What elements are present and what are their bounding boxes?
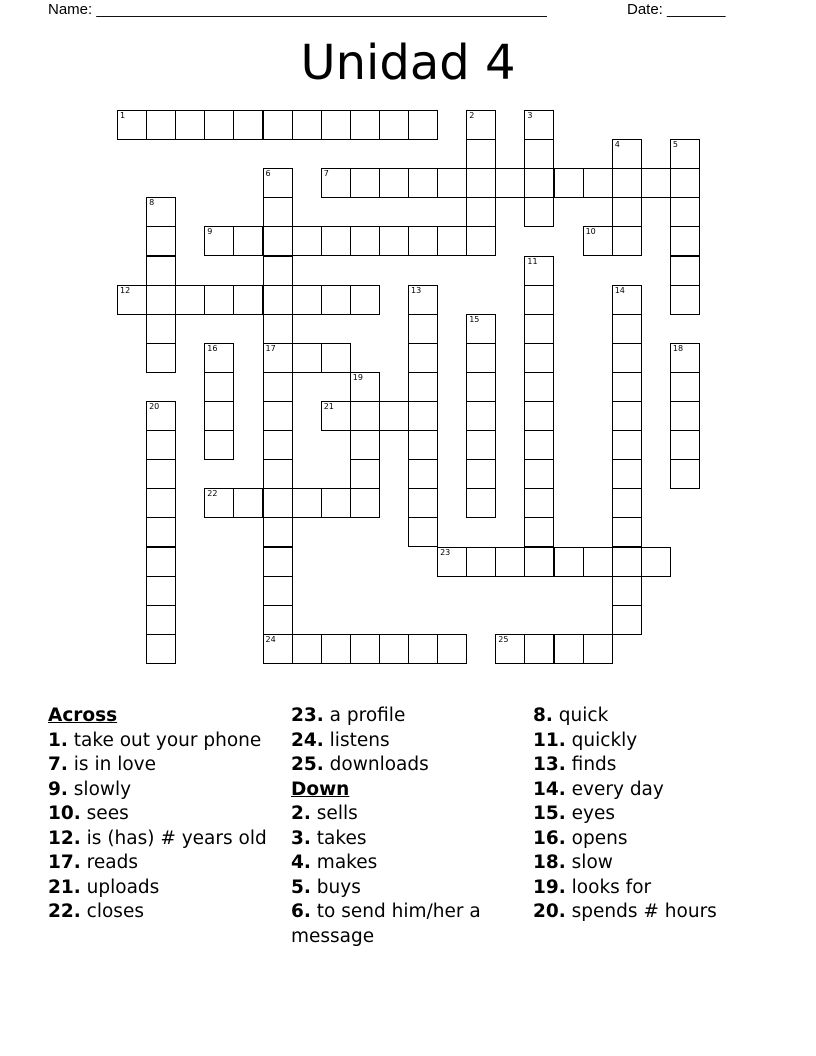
cell-number: 15 <box>469 314 480 324</box>
crossword-cell[interactable] <box>263 168 293 198</box>
crossword-cell[interactable] <box>670 139 700 169</box>
crossword-cell[interactable] <box>524 110 554 140</box>
crossword-cell[interactable] <box>204 430 234 460</box>
clue-number: 8. <box>533 705 553 726</box>
crossword-cell[interactable] <box>524 401 554 431</box>
cell-number: 22 <box>207 489 218 499</box>
cell-number: 25 <box>498 634 509 644</box>
clue-down-19 <box>533 876 773 901</box>
crossword-cell[interactable] <box>321 343 351 373</box>
crossword-cell[interactable] <box>292 110 322 140</box>
crossword-cell[interactable] <box>408 430 438 460</box>
crossword-cell[interactable] <box>263 401 293 431</box>
crossword-cell[interactable] <box>670 256 700 286</box>
crossword-cell[interactable] <box>466 401 496 431</box>
crossword-cell[interactable] <box>466 372 496 402</box>
crossword-cell[interactable] <box>350 285 380 315</box>
crossword-cell[interactable] <box>466 197 496 227</box>
crossword-cell[interactable] <box>350 634 380 664</box>
crossword-cell[interactable] <box>350 401 380 431</box>
clue-down-14 <box>533 778 773 803</box>
crossword-cell[interactable] <box>466 343 496 373</box>
cell-number: 17 <box>265 343 276 353</box>
clue-across-7 <box>48 753 278 778</box>
crossword-cell[interactable] <box>146 197 176 227</box>
clue-number: 19. <box>533 876 566 898</box>
cell-number: 5 <box>672 140 678 150</box>
clue-number: 25. <box>291 754 324 775</box>
crossword-cell[interactable] <box>292 634 322 664</box>
page-title: Unidad 4 <box>300 35 516 91</box>
crossword-cell[interactable] <box>146 605 176 635</box>
crossword-cell[interactable] <box>321 285 351 315</box>
crossword-cell[interactable] <box>233 110 263 140</box>
crossword-cell[interactable] <box>408 634 438 664</box>
crossword-cell[interactable] <box>524 430 554 460</box>
crossword-cell[interactable] <box>554 634 584 664</box>
clue-text: closes <box>86 901 144 922</box>
crossword-cell[interactable] <box>263 547 293 577</box>
cell-number: 24 <box>265 634 276 644</box>
clue-down-15 <box>533 802 773 827</box>
crossword-cell[interactable] <box>670 459 700 489</box>
crossword-cell[interactable] <box>583 226 613 256</box>
crossword-grid <box>117 110 699 665</box>
crossword-cell[interactable] <box>263 430 293 460</box>
crossword-cell[interactable] <box>350 168 380 198</box>
across-heading: Across <box>48 705 118 726</box>
crossword-cell[interactable] <box>321 226 351 256</box>
clue-down-16 <box>533 827 773 852</box>
crossword-cell[interactable] <box>466 459 496 489</box>
crossword-cell[interactable] <box>612 488 642 518</box>
clue-text: every day <box>571 778 664 800</box>
crossword-cell[interactable] <box>321 488 351 518</box>
crossword-cell[interactable] <box>204 343 234 373</box>
crossword-cell[interactable] <box>379 634 409 664</box>
crossword-cell[interactable] <box>263 343 293 373</box>
crossword-cell[interactable] <box>204 488 234 518</box>
crossword-cell[interactable] <box>670 285 700 315</box>
clue-text: eyes <box>571 803 616 824</box>
clue-across-10 <box>48 802 278 827</box>
crossword-cell[interactable] <box>612 139 642 169</box>
crossword-cell[interactable] <box>641 168 671 198</box>
crossword-cell[interactable] <box>263 605 293 635</box>
crossword-cell[interactable] <box>612 372 642 402</box>
clue-across-22 <box>48 900 278 925</box>
crossword-cell[interactable] <box>408 459 438 489</box>
clue-across-23 <box>291 704 521 729</box>
clue-across-1 <box>48 729 278 754</box>
crossword-cell[interactable] <box>263 517 293 547</box>
clue-text: makes <box>316 852 378 873</box>
cell-number: 1 <box>120 111 126 120</box>
cell-number: 23 <box>440 547 451 557</box>
crossword-cell[interactable] <box>612 168 642 198</box>
cell-number: 16 <box>207 343 218 353</box>
crossword-cell[interactable] <box>612 547 642 577</box>
crossword-cell[interactable] <box>408 401 438 431</box>
crossword-cell[interactable] <box>612 343 642 373</box>
crossword-cell[interactable] <box>146 110 176 140</box>
cell-number: 13 <box>411 285 422 295</box>
clue-number: 2. <box>291 803 311 824</box>
clue-text: quick <box>558 705 609 726</box>
clue-text: to send him/her a message <box>291 901 481 947</box>
crossword-cell[interactable] <box>612 430 642 460</box>
crossword-cell[interactable] <box>146 430 176 460</box>
clue-number: 5. <box>291 876 311 898</box>
clue-down-4 <box>291 851 521 876</box>
clue-text: is (has) # years old <box>86 827 267 849</box>
clue-number: 10. <box>48 803 81 824</box>
crossword-cell[interactable] <box>263 226 293 256</box>
crossword-cell[interactable] <box>379 226 409 256</box>
crossword-cell[interactable] <box>524 168 554 198</box>
crossword-cell[interactable] <box>670 226 700 256</box>
crossword-cell[interactable] <box>350 110 380 140</box>
crossword-cell[interactable] <box>670 197 700 227</box>
crossword-cell[interactable] <box>233 488 263 518</box>
cell-number: 4 <box>614 140 620 150</box>
crossword-cell[interactable] <box>437 634 467 664</box>
crossword-cell[interactable] <box>350 430 380 460</box>
crossword-cell[interactable] <box>466 488 496 518</box>
crossword-cell[interactable] <box>670 372 700 402</box>
crossword-cell[interactable] <box>612 401 642 431</box>
clue-text: a profile <box>329 705 406 726</box>
crossword-cell[interactable] <box>146 488 176 518</box>
crossword-cell[interactable] <box>408 226 438 256</box>
crossword-cell[interactable] <box>495 547 525 577</box>
crossword-cell[interactable] <box>524 314 554 344</box>
clue-text: takes <box>316 827 367 849</box>
crossword-cell[interactable] <box>263 197 293 227</box>
crossword-cell[interactable] <box>263 110 293 140</box>
crossword-cell[interactable] <box>263 285 293 315</box>
cell-number: 14 <box>614 285 625 295</box>
clue-down-13 <box>533 753 773 778</box>
cell-number: 10 <box>585 227 596 237</box>
crossword-cell[interactable] <box>379 110 409 140</box>
crossword-cell[interactable] <box>321 168 351 198</box>
crossword-cell[interactable] <box>466 547 496 577</box>
clue-text: reads <box>86 852 138 873</box>
crossword-cell[interactable] <box>524 197 554 227</box>
clue-down-3 <box>291 827 521 852</box>
clue-down-6 <box>291 900 521 949</box>
crossword-cell[interactable] <box>524 139 554 169</box>
crossword-cell[interactable] <box>524 488 554 518</box>
crossword-cell[interactable] <box>233 285 263 315</box>
clue-number: 15. <box>533 803 566 824</box>
crossword-cell[interactable] <box>408 343 438 373</box>
crossword-cell[interactable] <box>612 605 642 635</box>
crossword-cell[interactable] <box>466 430 496 460</box>
crossword-cell[interactable] <box>146 634 176 664</box>
crossword-cell[interactable] <box>408 285 438 315</box>
cell-number: 8 <box>149 198 155 208</box>
date-field-label: Date: _______ <box>627 1 726 18</box>
clue-number: 20. <box>533 901 566 922</box>
crossword-cell[interactable] <box>146 256 176 286</box>
cell-number: 19 <box>352 372 363 382</box>
crossword-cell[interactable] <box>379 168 409 198</box>
clue-across-9 <box>48 778 278 803</box>
clue-number: 18. <box>533 852 566 873</box>
crossword-cell[interactable] <box>466 168 496 198</box>
crossword-cell[interactable] <box>670 430 700 460</box>
crossword-cell[interactable] <box>408 314 438 344</box>
crossword-cell[interactable] <box>437 168 467 198</box>
crossword-cell[interactable] <box>408 488 438 518</box>
clue-text: take out your phone <box>73 729 262 751</box>
crossword-cell[interactable] <box>437 547 467 577</box>
clue-number: 3. <box>291 827 311 849</box>
crossword-cell[interactable] <box>583 168 613 198</box>
crossword-cell[interactable] <box>263 459 293 489</box>
clue-number: 23. <box>291 705 324 726</box>
clue-down-5 <box>291 876 521 901</box>
clue-down-2 <box>291 802 521 827</box>
crossword-cell[interactable] <box>146 576 176 606</box>
clue-text: slow <box>571 852 613 873</box>
cell-number: 12 <box>120 285 131 295</box>
crossword-cell[interactable] <box>554 547 584 577</box>
crossword-cell[interactable] <box>146 314 176 344</box>
crossword-cell[interactable] <box>524 517 554 547</box>
crossword-cell[interactable] <box>612 226 642 256</box>
clue-number: 9. <box>48 778 68 800</box>
clue-across-25 <box>291 753 521 778</box>
clue-text: buys <box>316 876 361 898</box>
clue-text: uploads <box>86 876 160 898</box>
crossword-cell[interactable] <box>612 459 642 489</box>
crossword-cell[interactable] <box>495 634 525 664</box>
crossword-cell[interactable] <box>350 226 380 256</box>
crossword-cell[interactable] <box>524 634 554 664</box>
clue-number: 6. <box>291 901 311 922</box>
crossword-cell[interactable] <box>350 372 380 402</box>
crossword-cell[interactable] <box>524 372 554 402</box>
clue-down-20 <box>533 900 773 925</box>
cell-number: 6 <box>265 169 271 179</box>
crossword-cell[interactable] <box>670 401 700 431</box>
clue-down-18 <box>533 851 773 876</box>
crossword-cell[interactable] <box>350 488 380 518</box>
clue-number: 21. <box>48 876 81 898</box>
clue-number: 7. <box>48 754 68 775</box>
clue-number: 13. <box>533 754 566 775</box>
clue-down-8 <box>533 704 773 729</box>
crossword-cell[interactable] <box>117 285 147 315</box>
crossword-cell[interactable] <box>146 226 176 256</box>
crossword-cell[interactable] <box>233 226 263 256</box>
crossword-cell[interactable] <box>146 285 176 315</box>
clue-text: slowly <box>73 778 132 800</box>
crossword-cell[interactable] <box>292 343 322 373</box>
crossword-cell[interactable] <box>146 401 176 431</box>
crossword-cell[interactable] <box>204 226 234 256</box>
crossword-cell[interactable] <box>292 226 322 256</box>
clue-down-11 <box>533 729 773 754</box>
crossword-cell[interactable] <box>612 314 642 344</box>
crossword-cell[interactable] <box>292 488 322 518</box>
clue-across-24 <box>291 729 521 754</box>
crossword-cell[interactable] <box>263 576 293 606</box>
clue-text: sells <box>316 803 358 824</box>
cell-number: 9 <box>207 227 213 237</box>
cell-number: 7 <box>323 169 329 179</box>
crossword-cell[interactable] <box>670 168 700 198</box>
crossword-cell[interactable] <box>204 110 234 140</box>
crossword-cell[interactable] <box>408 517 438 547</box>
crossword-cell[interactable] <box>524 547 554 577</box>
clue-number: 24. <box>291 729 324 751</box>
crossword-cell[interactable] <box>408 372 438 402</box>
clue-text: listens <box>329 729 390 751</box>
clue-number: 22. <box>48 901 81 922</box>
clue-number: 11. <box>533 729 566 751</box>
crossword-cell[interactable] <box>263 488 293 518</box>
crossword-cell[interactable] <box>466 226 496 256</box>
crossword-cell[interactable] <box>408 110 438 140</box>
crossword-cell[interactable] <box>321 110 351 140</box>
cell-number: 3 <box>527 111 533 120</box>
crossword-cell[interactable] <box>583 634 613 664</box>
crossword-cell[interactable] <box>583 547 613 577</box>
crossword-cell[interactable] <box>321 634 351 664</box>
clue-text: spends # hours <box>571 901 717 922</box>
clue-number: 12. <box>48 827 81 849</box>
crossword-cell[interactable] <box>146 547 176 577</box>
crossword-cell[interactable] <box>554 168 584 198</box>
crossword-cell[interactable] <box>292 285 322 315</box>
crossword-cell[interactable] <box>204 372 234 402</box>
crossword-cell[interactable] <box>146 459 176 489</box>
clue-number: 14. <box>533 778 566 800</box>
crossword-cell[interactable] <box>495 168 525 198</box>
crossword-cell[interactable] <box>263 634 293 664</box>
crossword-cell[interactable] <box>263 256 293 286</box>
clue-text: sees <box>86 803 129 824</box>
crossword-cell[interactable] <box>524 256 554 286</box>
cell-number: 20 <box>149 402 160 411</box>
crossword-cell[interactable] <box>524 343 554 373</box>
crossword-cell[interactable] <box>117 110 147 140</box>
crossword-cell[interactable] <box>466 314 496 344</box>
clue-number: 4. <box>291 852 311 873</box>
crossword-cell[interactable] <box>612 285 642 315</box>
clue-across-17 <box>48 851 278 876</box>
crossword-cell[interactable] <box>350 459 380 489</box>
clue-text: opens <box>571 827 628 849</box>
clue-number: 1. <box>48 729 68 751</box>
crossword-cell[interactable] <box>524 285 554 315</box>
crossword-cell[interactable] <box>670 343 700 373</box>
clue-text: finds <box>571 754 617 775</box>
crossword-cell[interactable] <box>175 285 205 315</box>
crossword-cell[interactable] <box>466 139 496 169</box>
cell-number: 11 <box>527 256 538 266</box>
clue-across-21 <box>48 876 278 901</box>
clue-across-12 <box>48 827 278 852</box>
clue-number: 17. <box>48 852 81 873</box>
crossword-cell[interactable] <box>612 517 642 547</box>
crossword-cell[interactable] <box>321 401 351 431</box>
crossword-cell[interactable] <box>263 314 293 344</box>
clue-number: 16. <box>533 827 566 849</box>
cell-number: 18 <box>672 343 684 353</box>
name-field-label: Name: ______________________________________________________ <box>48 1 547 18</box>
crossword-cell[interactable] <box>379 401 409 431</box>
crossword-cell[interactable] <box>612 576 642 606</box>
clue-text: looks for <box>571 876 652 898</box>
cell-number: 21 <box>323 402 334 411</box>
cell-number: 2 <box>469 111 475 120</box>
clue-column-1 <box>48 704 278 925</box>
clue-text: quickly <box>571 729 638 751</box>
crossword-cell[interactable] <box>146 517 176 547</box>
clue-text: is in love <box>73 754 156 775</box>
crossword-cell[interactable] <box>466 110 496 140</box>
crossword-cell[interactable] <box>175 110 205 140</box>
crossword-cell[interactable] <box>263 372 293 402</box>
crossword-cell[interactable] <box>204 285 234 315</box>
down-heading: Down <box>291 778 350 800</box>
crossword-cell[interactable] <box>437 226 467 256</box>
crossword-cell[interactable] <box>524 459 554 489</box>
crossword-cell[interactable] <box>408 168 438 198</box>
crossword-cell[interactable] <box>204 401 234 431</box>
crossword-cell[interactable] <box>146 343 176 373</box>
clue-column-2 <box>291 704 521 949</box>
clue-column-3 <box>533 704 773 925</box>
crossword-cell[interactable] <box>641 547 671 577</box>
clue-text: downloads <box>329 754 429 775</box>
crossword-cell[interactable] <box>612 197 642 227</box>
